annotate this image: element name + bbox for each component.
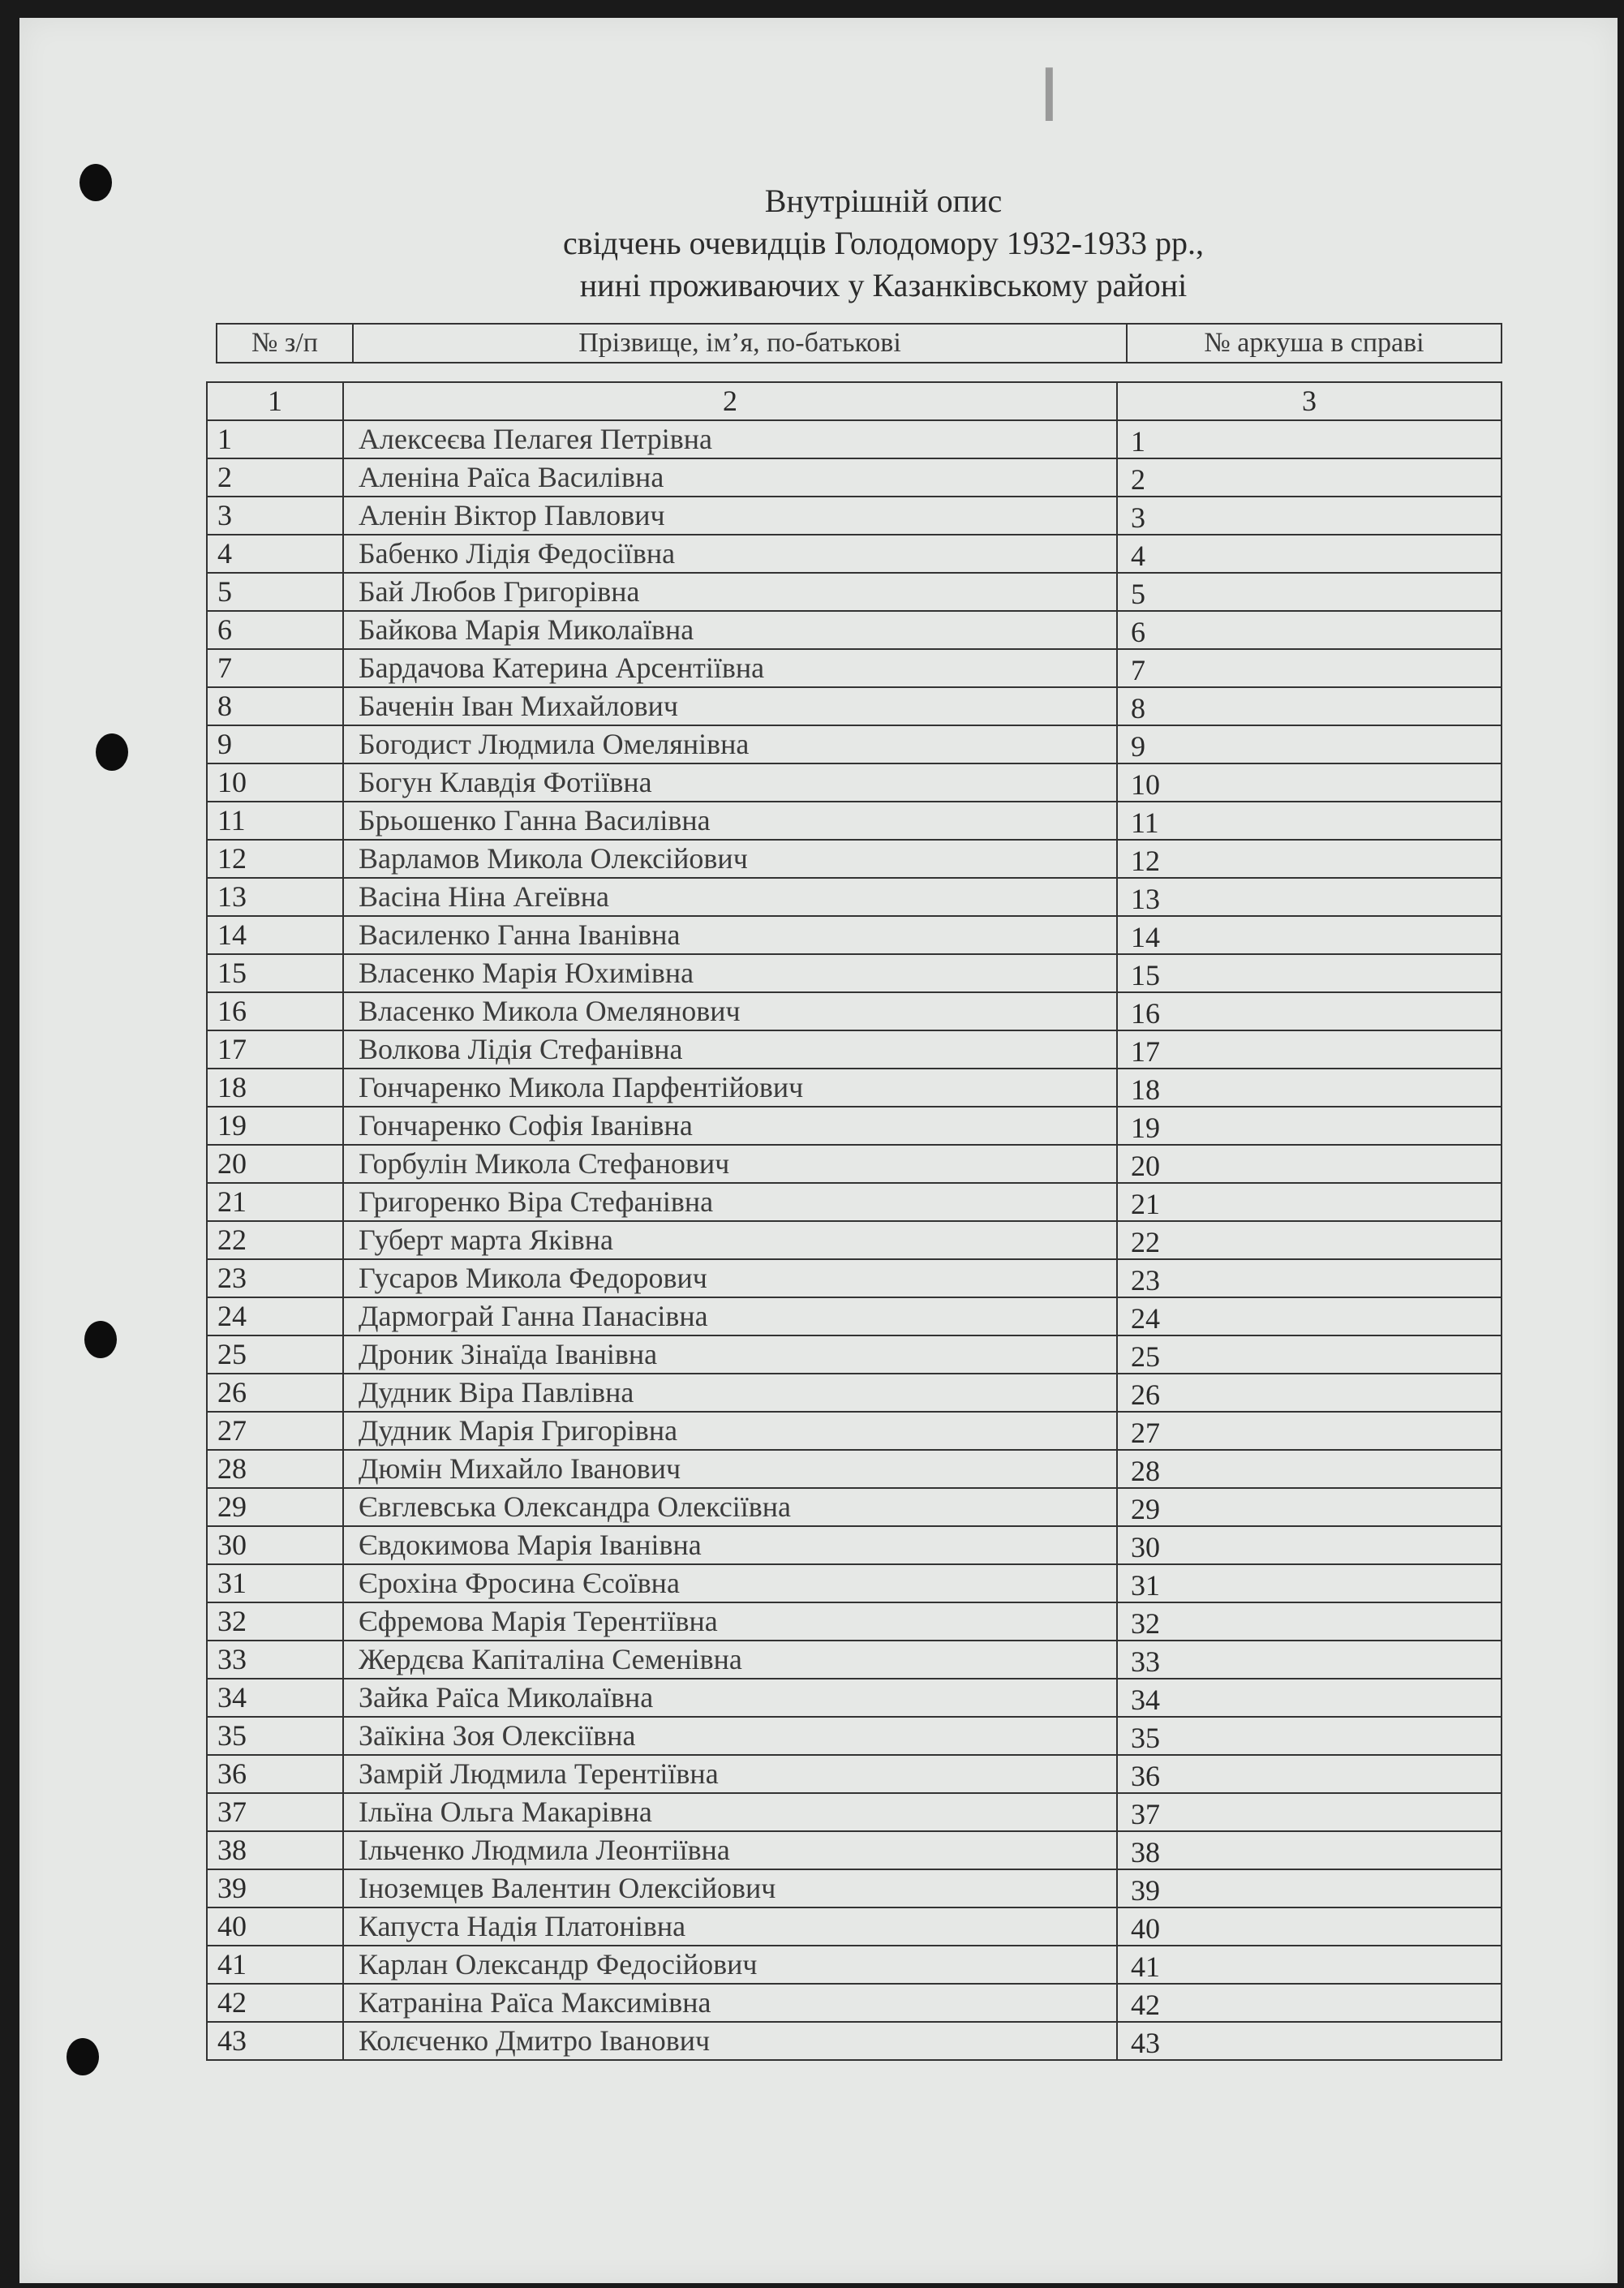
witness-table	[206, 381, 1502, 2061]
sheet-number: 13	[1117, 878, 1502, 916]
table-row	[207, 497, 1502, 535]
witness-name: Дудник Марія Григорівна	[343, 1412, 1117, 1450]
table-row	[207, 1488, 1502, 1526]
sheet-number: 21	[1117, 1183, 1502, 1221]
punch-hole-2	[96, 733, 128, 771]
row-number: 8	[207, 687, 343, 725]
table-row	[207, 802, 1502, 840]
witness-name: Єфремова Марія Терентіївна	[343, 1602, 1117, 1641]
sheet-number: 34	[1117, 1679, 1502, 1717]
table-row	[207, 687, 1502, 725]
witness-name: Григоренко Віра Стефанівна	[343, 1183, 1117, 1221]
witness-name: Бай Любов Григорівна	[343, 573, 1117, 611]
row-number: 40	[207, 1907, 343, 1946]
witness-name: Власенко Марія Юхимівна	[343, 954, 1117, 992]
row-number: 38	[207, 1831, 343, 1869]
table-row	[207, 1641, 1502, 1679]
table-row	[207, 1450, 1502, 1488]
row-number: 28	[207, 1450, 343, 1488]
column-numbers-row	[207, 382, 1502, 420]
row-number: 30	[207, 1526, 343, 1564]
punch-hole-3	[84, 1321, 117, 1358]
row-number: 18	[207, 1069, 343, 1107]
sheet-number: 8	[1117, 687, 1502, 725]
witness-name: Аленіна Раїса Василівна	[343, 458, 1117, 497]
row-number: 41	[207, 1946, 343, 1984]
sheet-number: 23	[1117, 1259, 1502, 1297]
table-row	[207, 954, 1502, 992]
table-row	[207, 2022, 1502, 2060]
table-row	[207, 763, 1502, 802]
table-row	[207, 649, 1502, 687]
sheet-number: 37	[1117, 1793, 1502, 1831]
row-number: 37	[207, 1793, 343, 1831]
witness-name: Горбулін Микола Стефанович	[343, 1145, 1117, 1183]
sheet-number: 29	[1117, 1488, 1502, 1526]
row-number: 42	[207, 1984, 343, 2022]
column-header-row	[217, 324, 1502, 363]
witness-name: Єрохіна Фросина Єсоївна	[343, 1564, 1117, 1602]
column-header-table	[216, 323, 1502, 363]
table-row	[207, 1069, 1502, 1107]
row-number: 39	[207, 1869, 343, 1907]
witness-table-body	[207, 382, 1502, 2060]
sheet-number: 2	[1117, 458, 1502, 497]
row-number: 1	[207, 420, 343, 458]
sheet-number: 6	[1117, 611, 1502, 649]
row-number: 4	[207, 535, 343, 573]
document-heading	[19, 180, 1624, 307]
sheet-number: 43	[1117, 2022, 1502, 2060]
sheet-number: 11	[1117, 802, 1502, 840]
sheet-number: 35	[1117, 1717, 1502, 1755]
sheet-number: 17	[1117, 1030, 1502, 1069]
column-number-3: 3	[1117, 382, 1502, 420]
table-row	[207, 840, 1502, 878]
table-row	[207, 878, 1502, 916]
sheet-number: 7	[1117, 649, 1502, 687]
witness-name: Замрій Людмила Терентіївна	[343, 1755, 1117, 1793]
sheet-number: 18	[1117, 1069, 1502, 1107]
witness-name: Богодист Людмила Омелянівна	[343, 725, 1117, 763]
table-row	[207, 1107, 1502, 1145]
sheet-number: 42	[1117, 1984, 1502, 2022]
sheet-number: 33	[1117, 1641, 1502, 1679]
sheet-number: 10	[1117, 763, 1502, 802]
table-row	[207, 1907, 1502, 1946]
table-row	[207, 420, 1502, 458]
table-row	[207, 1259, 1502, 1297]
witness-name: Ільченко Людмила Леонтіївна	[343, 1831, 1117, 1869]
sheet-number: 1	[1117, 420, 1502, 458]
witness-name: Баченін Іван Михайлович	[343, 687, 1117, 725]
sheet-number: 24	[1117, 1297, 1502, 1335]
heading-line-1: Внутрішній опис	[764, 183, 1003, 219]
witness-name: Бардачова Катерина Арсентіївна	[343, 649, 1117, 687]
row-number: 7	[207, 649, 343, 687]
table-row	[207, 1564, 1502, 1602]
row-number: 9	[207, 725, 343, 763]
witness-name: Варламов Микола Олексійович	[343, 840, 1117, 878]
witness-name: Брьошенко Ганна Василівна	[343, 802, 1117, 840]
sheet-number: 5	[1117, 573, 1502, 611]
row-number: 29	[207, 1488, 343, 1526]
sheet-number: 15	[1117, 954, 1502, 992]
row-number: 24	[207, 1297, 343, 1335]
table-row	[207, 1526, 1502, 1564]
witness-name: Заїкіна Зоя Олексіївна	[343, 1717, 1117, 1755]
sheet-number: 38	[1117, 1831, 1502, 1869]
table-row	[207, 1946, 1502, 1984]
witness-name: Алексеєва Пелагея Петрівна	[343, 420, 1117, 458]
witness-name: Жердєва Капіталіна Семенівна	[343, 1641, 1117, 1679]
table-row	[207, 1030, 1502, 1069]
witness-name: Колєченко Дмитро Іванович	[343, 2022, 1117, 2060]
row-number: 15	[207, 954, 343, 992]
row-number: 33	[207, 1641, 343, 1679]
sheet-number: 26	[1117, 1374, 1502, 1412]
row-number: 13	[207, 878, 343, 916]
table-row	[207, 458, 1502, 497]
row-number: 36	[207, 1755, 343, 1793]
row-number: 23	[207, 1259, 343, 1297]
row-number: 17	[207, 1030, 343, 1069]
witness-name: Власенко Микола Омелянович	[343, 992, 1117, 1030]
row-number: 27	[207, 1412, 343, 1450]
sheet-number: 25	[1117, 1335, 1502, 1374]
table-row	[207, 535, 1502, 573]
sheet-number: 16	[1117, 992, 1502, 1030]
row-number: 34	[207, 1679, 343, 1717]
column-header-sheet: № аркуша в справі	[1127, 324, 1502, 363]
sheet-number: 27	[1117, 1412, 1502, 1450]
table-row	[207, 1755, 1502, 1793]
sheet-number: 40	[1117, 1907, 1502, 1946]
row-number: 3	[207, 497, 343, 535]
table-row	[207, 1984, 1502, 2022]
row-number: 25	[207, 1335, 343, 1374]
witness-name: Байкова Марія Миколаївна	[343, 611, 1117, 649]
row-number: 6	[207, 611, 343, 649]
row-number: 20	[207, 1145, 343, 1183]
witness-name: Губерт марта Яківна	[343, 1221, 1117, 1259]
witness-name: Капуста Надія Платонівна	[343, 1907, 1117, 1946]
table-row	[207, 1374, 1502, 1412]
table-row	[207, 1717, 1502, 1755]
table-row	[207, 1679, 1502, 1717]
row-number: 19	[207, 1107, 343, 1145]
sheet-number: 39	[1117, 1869, 1502, 1907]
archive-mark: I	[1038, 51, 1060, 138]
table-row	[207, 1869, 1502, 1907]
row-number: 12	[207, 840, 343, 878]
witness-name: Дроник Зінаїда Іванівна	[343, 1335, 1117, 1374]
sheet-number: 36	[1117, 1755, 1502, 1793]
sheet-number: 3	[1117, 497, 1502, 535]
column-header-number: № з/п	[217, 324, 353, 363]
row-number: 43	[207, 2022, 343, 2060]
sheet-number: 20	[1117, 1145, 1502, 1183]
table-row	[207, 611, 1502, 649]
row-number: 32	[207, 1602, 343, 1641]
witness-name: Дармограй Ганна Панасівна	[343, 1297, 1117, 1335]
witness-name: Дудник Віра Павлівна	[343, 1374, 1117, 1412]
heading-line-2: свідчень очевидців Голодомору 1932-1933 рр.,	[562, 225, 1205, 261]
table-row	[207, 573, 1502, 611]
sheet-number: 31	[1117, 1564, 1502, 1602]
table-row	[207, 992, 1502, 1030]
sheet-number: 41	[1117, 1946, 1502, 1984]
row-number: 16	[207, 992, 343, 1030]
row-number: 31	[207, 1564, 343, 1602]
witness-name: Васіна Ніна Агеївна	[343, 878, 1117, 916]
witness-name: Дюмін Михайло Іванович	[343, 1450, 1117, 1488]
witness-name: Гончаренко Софія Іванівна	[343, 1107, 1117, 1145]
witness-name: Ільїна Ольга Макарівна	[343, 1793, 1117, 1831]
row-number: 2	[207, 458, 343, 497]
sheet-number: 22	[1117, 1221, 1502, 1259]
witness-name: Гончаренко Микола Парфентійович	[343, 1069, 1117, 1107]
row-number: 11	[207, 802, 343, 840]
table-row	[207, 1183, 1502, 1221]
sheet-number: 19	[1117, 1107, 1502, 1145]
table-row	[207, 916, 1502, 954]
table-row	[207, 1145, 1502, 1183]
sheet-number: 30	[1117, 1526, 1502, 1564]
row-number: 35	[207, 1717, 343, 1755]
sheet-number: 28	[1117, 1450, 1502, 1488]
sheet-number: 32	[1117, 1602, 1502, 1641]
row-number: 22	[207, 1221, 343, 1259]
column-header-name: Прізвище, ім’я, по-батькові	[353, 324, 1127, 363]
column-number-2: 2	[343, 382, 1117, 420]
row-number: 21	[207, 1183, 343, 1221]
witness-name: Карлан Олександр Федосійович	[343, 1946, 1117, 1984]
sheet-number: 4	[1117, 535, 1502, 573]
table-row	[207, 1602, 1502, 1641]
witness-name: Аленін Віктор Павлович	[343, 497, 1117, 535]
witness-name: Катраніна Раїса Максимівна	[343, 1984, 1117, 2022]
row-number: 10	[207, 763, 343, 802]
table-row	[207, 1412, 1502, 1450]
witness-name: Зайка Раїса Миколаївна	[343, 1679, 1117, 1717]
sheet-number: 9	[1117, 725, 1502, 763]
sheet-number: 12	[1117, 840, 1502, 878]
witness-name: Богун Клавдія Фотіївна	[343, 763, 1117, 802]
table-row	[207, 1793, 1502, 1831]
sheet-number: 14	[1117, 916, 1502, 954]
witness-name: Бабенко Лідія Федосіївна	[343, 535, 1117, 573]
witness-name: Волкова Лідія Стефанівна	[343, 1030, 1117, 1069]
witness-name: Євдокимова Марія Іванівна	[343, 1526, 1117, 1564]
witness-name: Гусаров Микола Федорович	[343, 1259, 1117, 1297]
row-number: 26	[207, 1374, 343, 1412]
table-row	[207, 1297, 1502, 1335]
witness-name: Іноземцев Валентин Олексійович	[343, 1869, 1117, 1907]
witness-name: Євглевська Олександра Олексіївна	[343, 1488, 1117, 1526]
witness-name: Василенко Ганна Іванівна	[343, 916, 1117, 954]
table-row	[207, 1221, 1502, 1259]
table-row	[207, 1335, 1502, 1374]
table-row	[207, 1831, 1502, 1869]
row-number: 14	[207, 916, 343, 954]
row-number: 5	[207, 573, 343, 611]
punch-hole-4	[67, 2038, 99, 2075]
heading-line-3: нині проживаючих у Казанківському районі	[579, 267, 1188, 303]
column-number-1: 1	[207, 382, 343, 420]
table-row	[207, 725, 1502, 763]
